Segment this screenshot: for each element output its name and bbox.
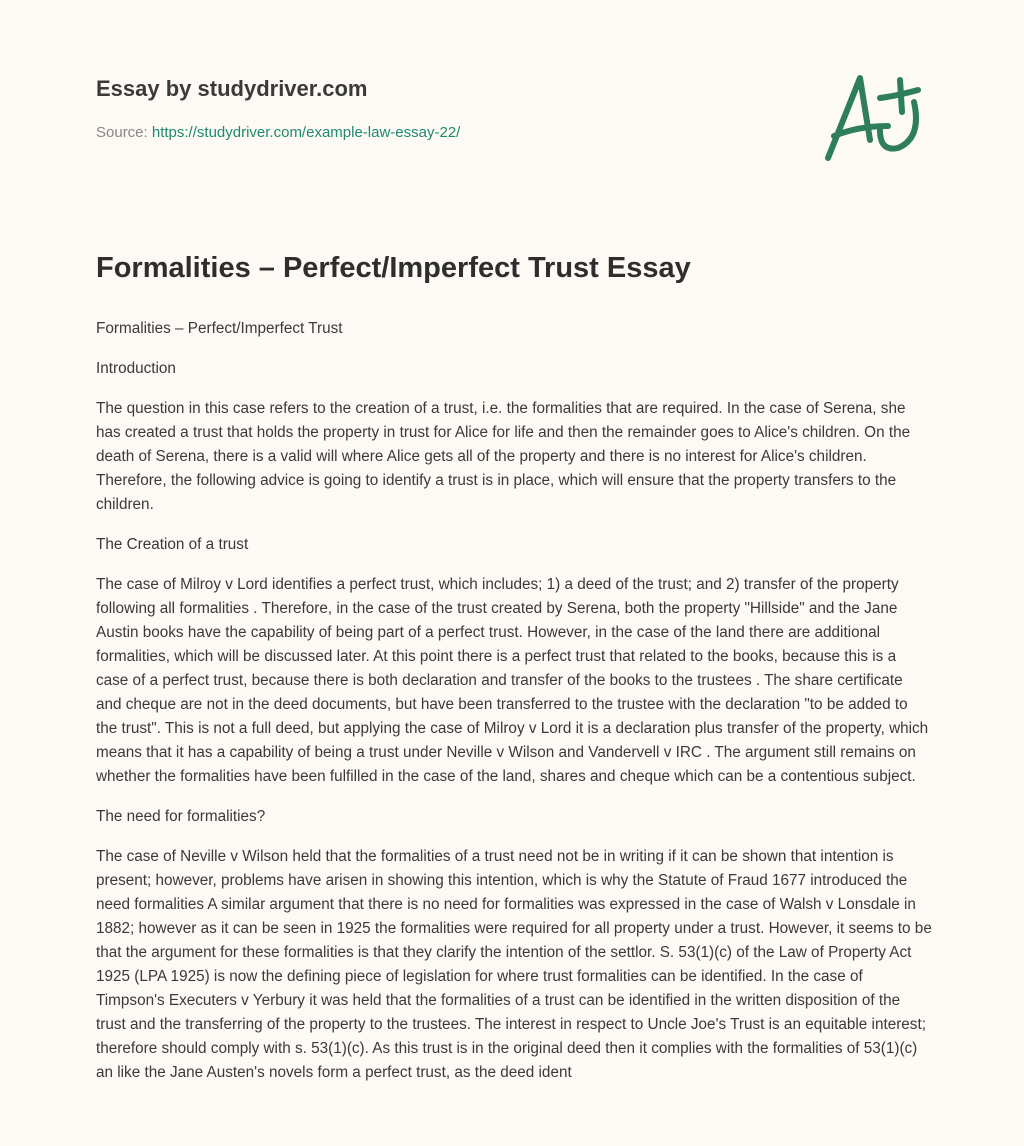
source-link[interactable]: https://studydriver.com/example-law-essay-22/ [151, 124, 461, 141]
a-plus-logo-icon [818, 68, 930, 164]
paragraph: The case of Milroy v Lord identifies a perfect trust, which includes; 1) a deed of the trust; and 2) transfer of the property following all formalities . Therefore, in the case of the trust created by Serena, both the property "Hillside" and the Jane Austin books have the capability of being part of a perfect trust. However, in the case of the land there are additional formalities, which will be discussed later. At this point there is a perfect trust that related to the books, because this is a case of a perfect trust, because there is both declaration and transfer of the books to the trustees . The share certificate and cheque are not in the deed documents, but have been transferred to the trustee with the declaration "to be added to the trust". This is not a full deed, but applying the case of Milroy v Lord it is a declaration plus transfer of the property, which means that it has a capability of being a trust under Neville v Wilson and Vandervell v IRC . The argument still remains on whether the formalities have been fulfilled in the case of the land, shares and cheque which can be a contentious subject. [96, 576, 929, 785]
heading-introduction: Introduction [96, 360, 176, 377]
essay-title: Formalities – Perfect/Imperfect Trust Essay [96, 252, 691, 284]
heading-need-for-formalities: The need for formalities? [96, 808, 266, 825]
source-label: Source: [96, 124, 148, 141]
site-title: Essay by studydriver.com [96, 76, 368, 101]
source-line [96, 124, 460, 141]
paragraph: The question in this case refers to the creation of a trust, i.e. the formalities that are required. In the case of Serena, she has created a trust that holds the property in trust for Alice for life and then the remainder goes to Alice's children. On the death of Serena, there is a valid will where Alice gets all of the property and there is no interest for Alice's children. Therefore, the following advice is going to identify a trust is in place, which will ensure that the property transfers to the children. [96, 400, 911, 513]
essay-body [96, 317, 932, 1101]
heading-creation-of-trust: The Creation of a trust [96, 536, 249, 553]
subtitle: Formalities – Perfect/Imperfect Trust [96, 320, 343, 337]
paragraph: The case of Neville v Wilson held that the formalities of a trust need not be in writing if it can be shown that intention is present; however, problems have arisen in showing this intention, which is why the Statute of Fraud 1677 introduced the need formalities A similar argument that there is no need for formalities was expressed in the case of Walsh v Lonsdale in 1882; however as it can be seen in 1925 the formalities were required for all property under a trust. However, it seems to be that the argument for these formalities is that they clarify the intention of the settlor. S. 53(1)(c) of the Law of Property Act 1925 (LPA 1925) is now the defining piece of legislation for where trust formalities can be identified. In the case of Timpson's Executers v Yerbury it was held that the formalities of a trust can be identified in the written disposition of the trust and the transferring of the property to the trustees. The interest in respect to Uncle Joe's Trust is an equitable interest; therefore should comply with s. 53(1)(c). As this trust is in the original deed then it complies with the formalities of 53(1)(c) an like the Jane Austen's novels form a perfect trust, as the deed ident [96, 848, 932, 1081]
